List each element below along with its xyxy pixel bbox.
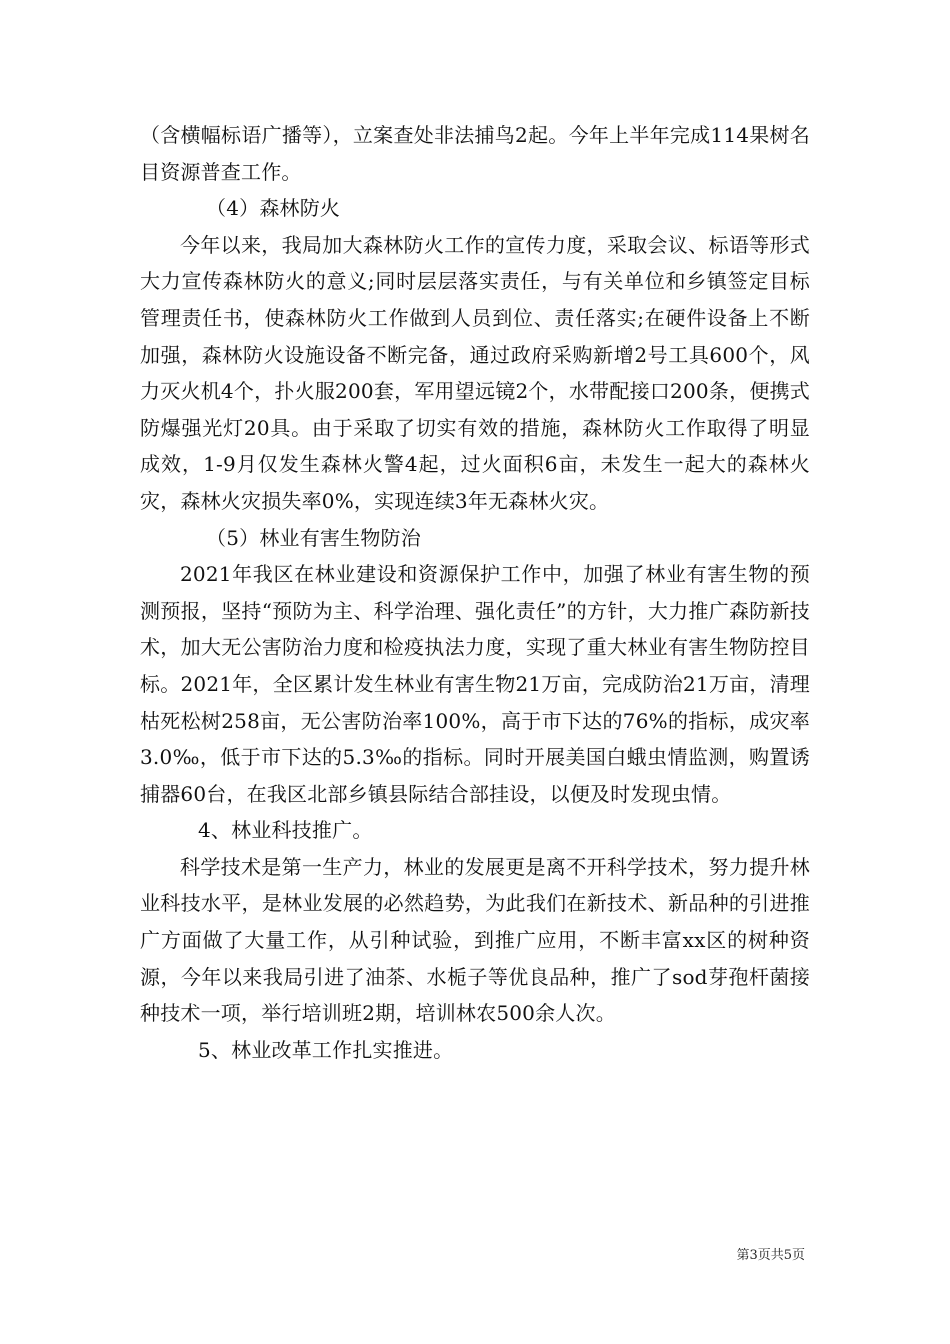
paragraph-forest-fire: 今年以来，我局加大森林防火工作的宣传力度，采取会议、标语等形式大力宣传森林防火的意义;同时层层落实责任，与有关单位和乡镇签定目标管理责任书，使森林防火工作做到人员到位、责任落实;在硬件设备上不断加强，森林防火设施设备不断完备，通过政府采购新增2号工具600个，风力灭火机4个，扑火服200套，军用望远镜2个，水带配接口200条，便携式防爆强光灯20具。由于采取了切实有效的措施，森林防火工作取得了明显成效，1-9月仅发生森林火警4起，过火面积6亩，未发生一起大的森林火灾，森林火灾损失率0%，实现连续3年无森林火灾。: [140, 232, 810, 513]
paragraph-pest-control: 2021年我区在林业建设和资源保护工作中，加强了林业有害生物的预测预报，坚持“预防为主、科学治理、强化责任”的方针，大力推广森防新技术，加大无公害防治力度和检疫执法力度，实现了重大林业有害生物防控目标。2021年，全区累计发生林业有害生物21万亩，完成防治21万亩，清理枯死松树258亩，无公害防治率100%，高于市下达的76%的指标，成灾率3.0‰，低于市下达的5.3‰的指标。同时开展美国白蛾虫情监测，购置诱捕器60台，在我区北部乡镇县际结合部挂设，以便及时发现虫情。: [140, 562, 810, 806]
section-heading-forest-fire: （4）森林防火: [206, 196, 341, 221]
paragraph-tech-promotion: 科学技术是第一生产力，林业的发展更是离不开科学技术，努力提升林业科技水平，是林业发展的必然趋势，为此我们在新技术、新品种的引进推广方面做了大量工作，从引种试验，到推广应用，不断丰富xx区的树种资源，今年以来我局引进了油茶、水栀子等优良品种，推广了sod芽孢杆菌接种技术一项，举行培训班2期，培训林农500余人次。: [140, 854, 810, 1026]
page-number: 第3页共5页: [736, 1248, 805, 1263]
paragraph-continuation: （含横幅标语广播等），立案查处非法捕鸟2起。今年上半年完成114果树名目资源普查工作。: [140, 123, 810, 184]
section-heading-reform: 5、林业改革工作扎实推进。: [198, 1037, 454, 1062]
section-heading-tech-promotion: 4、林业科技推广。: [198, 818, 373, 843]
document-body: [140, 117, 810, 1068]
section-heading-pest-control: （5）林业有害生物防治: [206, 525, 421, 550]
